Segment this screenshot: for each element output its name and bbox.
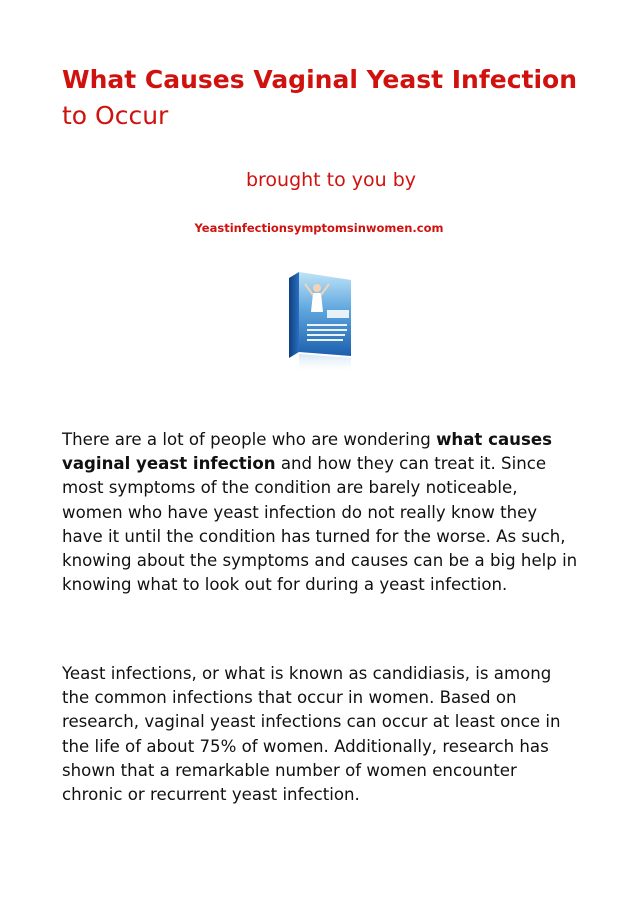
- book-title-band: [327, 310, 349, 318]
- book-figure-head: [313, 284, 321, 292]
- paragraph-1: [62, 428, 578, 597]
- book-text-line-2: [307, 329, 347, 331]
- byline-text: brought to you by: [245, 169, 417, 191]
- ebook-cover-image: [283, 268, 363, 376]
- paragraph-1-intro: There are a lot of people who are wondering: [62, 430, 437, 449]
- title-regular-part: to Occur: [62, 101, 169, 130]
- paragraph-1-keyword: what causes vaginal yeast infection: [62, 430, 552, 474]
- title-bold-part: What Causes Vaginal Yeast Infection: [62, 65, 578, 94]
- book-text-line-3: [307, 334, 345, 336]
- site-link[interactable]: [0, 221, 638, 235]
- book-spine: [289, 272, 299, 358]
- book-figure-body: [311, 293, 323, 312]
- paragraph-1-rest: and how they can treat it. Since most symptoms of the condition are barely noticeable, women who have yeast infection do not really know they have it until the condition has turned for the worse. As such, knowing about the symptoms and causes can be a big help in knowing what to look out for during a yeast infection.: [62, 454, 578, 595]
- site-link-text: Yeastinfectionsymptomsinwomen.com: [194, 221, 444, 235]
- book-text-line-1: [307, 324, 347, 326]
- book-text-line-4: [307, 339, 343, 341]
- byline: [0, 167, 638, 193]
- book-reflection: [299, 354, 351, 374]
- paragraph-2: Yeast infections, or what is known as candidiasis, is among the common infections that occur in women. Based on research, vaginal yeast infections can occur at least once in the life of about 75% of women. Additionally, research has shown that a remarkable number of women encounter chronic or recurrent yeast infection.: [62, 664, 561, 805]
- document-title: [62, 62, 582, 134]
